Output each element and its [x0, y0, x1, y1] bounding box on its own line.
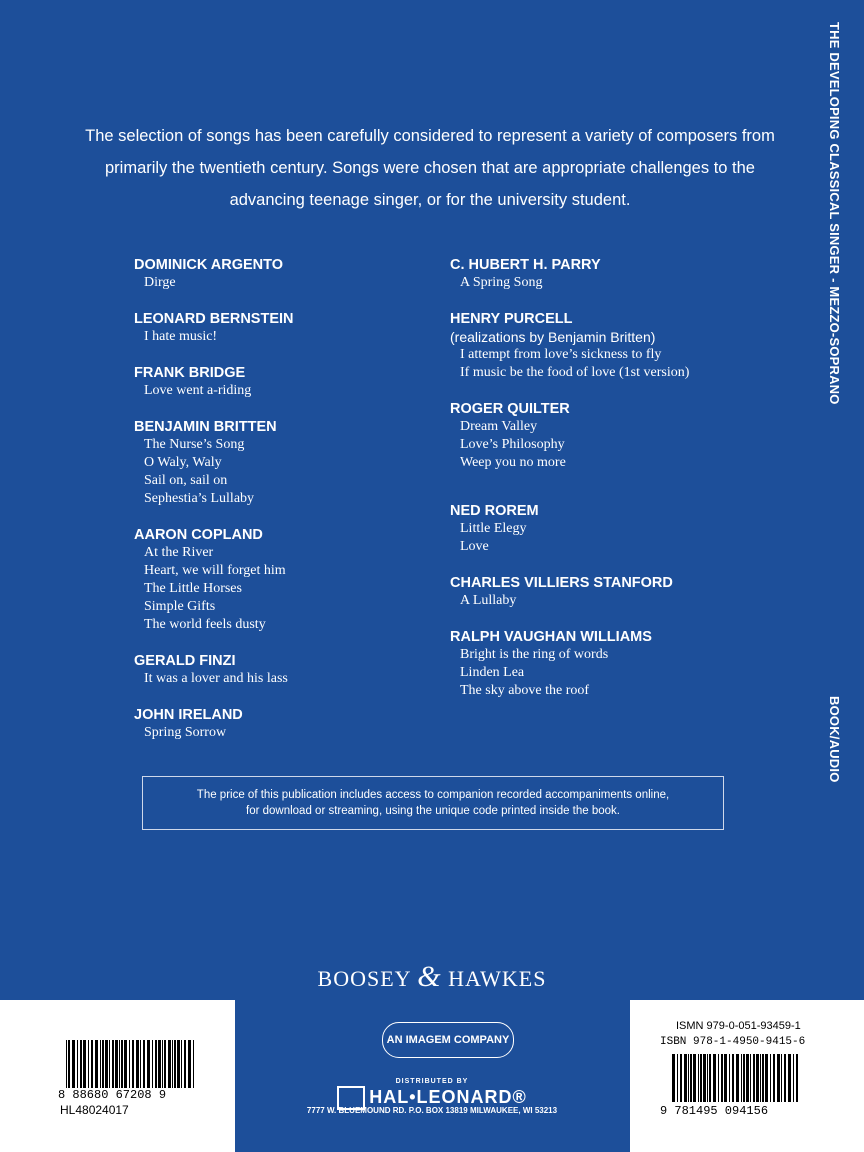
publisher-right: HAWKES — [448, 966, 547, 991]
song-title: I hate music! — [144, 329, 218, 344]
isbn-label: ISBN 978-1-4950-9415-6 — [660, 1036, 806, 1048]
song-title: Love — [460, 539, 489, 554]
ean-number: 9 781495 094156 — [660, 1104, 769, 1118]
composer-group — [134, 418, 474, 508]
upc-number: 8 88680 67208 9 — [58, 1088, 167, 1102]
song-title: Little Elegy — [460, 521, 527, 536]
spine-format: BOOK/AUDIO — [827, 696, 842, 783]
composer-group — [450, 628, 790, 700]
song-title: A Lullaby — [460, 593, 517, 608]
composer-group — [134, 364, 474, 400]
composer-name: CHARLES VILLIERS STANFORD — [450, 575, 673, 591]
composer-name: C. HUBERT H. PARRY — [450, 257, 601, 273]
composer-name: NED ROREM — [450, 503, 539, 519]
composer-name: BENJAMIN BRITTEN — [134, 419, 277, 435]
publisher-amp: & — [417, 960, 442, 993]
publisher-logo — [0, 960, 864, 994]
spine-title: THE DEVELOPING CLASSICAL SINGER - MEZZO-SOPRANO — [827, 22, 842, 405]
composer-name: GERALD FINZI — [134, 653, 236, 669]
composer-name: DOMINICK ARGENTO — [134, 257, 284, 273]
composer-group — [134, 706, 474, 742]
song-title: O Waly, Waly — [144, 455, 222, 470]
distributor-address: 7777 W. BLUEMOUND RD. P.O. BOX 13819 MILWAUKEE, WI 53213 — [306, 1106, 558, 1115]
composer-name: JOHN IRELAND — [134, 707, 243, 723]
hal-leonard-text: HAL•LEONARD® — [369, 1086, 527, 1107]
song-title: Simple Gifts — [144, 599, 216, 614]
song-title: It was a lover and his lass — [144, 671, 288, 686]
ismn-label: ISMN 979-0-051-93459-1 — [676, 1020, 801, 1032]
composer-group — [134, 526, 474, 634]
hl-code: HL48024017 — [60, 1103, 129, 1117]
distributed-by: DISTRIBUTED BY — [395, 1078, 469, 1085]
song-title: Heart, we will forget him — [144, 563, 286, 578]
song-title: Sephestia’s Lullaby — [144, 491, 255, 506]
composer-group — [134, 256, 474, 292]
notice-line-2: for download or streaming, using the unique code printed inside the book. — [246, 805, 620, 817]
song-title: Dirge — [144, 275, 176, 290]
intro-paragraph: The selection of songs has been carefully considered to represent a variety of composers from primarily the twentieth century. Songs were chosen that are appropriate challenges to the advancing teenage singer, or for the university student. — [85, 127, 775, 209]
composer-group — [450, 256, 790, 292]
song-title: Linden Lea — [460, 665, 525, 680]
song-title: Sail on, sail on — [144, 473, 228, 488]
song-title: A Spring Song — [460, 275, 543, 290]
song-title: Love went a-riding — [144, 383, 252, 398]
composer-name: AARON COPLAND — [134, 527, 263, 543]
price-label: U.S. $16.99 — [60, 1020, 124, 1034]
song-title: I attempt from love’s sickness to fly — [460, 347, 662, 362]
song-title: At the River — [144, 545, 214, 560]
publisher-left: BOOSEY — [317, 966, 411, 991]
composer-name: FRANK BRIDGE — [134, 365, 246, 381]
composer-name: HENRY PURCELL — [450, 311, 573, 327]
composer-group — [450, 574, 790, 610]
song-title: Dream Valley — [460, 419, 538, 434]
song-title: Bright is the ring of words — [460, 647, 609, 662]
right-song-list — [450, 256, 790, 718]
composer-name: ROGER QUILTER — [450, 401, 570, 417]
song-title: If music be the food of love (1st version) — [460, 365, 690, 380]
composer-group — [450, 310, 790, 382]
composer-group — [450, 400, 790, 472]
composer-name: RALPH VAUGHAN WILLIAMS — [450, 629, 652, 645]
notice-line-1: The price of this publication includes access to companion recorded accompaniments online, — [196, 789, 670, 801]
song-title: The world feels dusty — [144, 617, 266, 632]
composer-note: (realizations by Benjamin Britten) — [450, 329, 656, 345]
song-title: Weep you no more — [460, 455, 566, 470]
song-title: The Little Horses — [144, 581, 242, 596]
composer-group — [134, 310, 474, 346]
song-title: The sky above the roof — [460, 683, 590, 698]
audio-notice — [142, 776, 724, 830]
imagem-logo: AN IMAGEM COMPANY — [382, 1022, 514, 1058]
song-title: Spring Sorrow — [144, 725, 227, 740]
composer-group — [450, 502, 790, 556]
song-title: The Nurse’s Song — [144, 437, 245, 452]
composer-group — [134, 652, 474, 688]
left-song-list — [134, 256, 474, 760]
composer-name: LEONARD BERNSTEIN — [134, 311, 294, 327]
song-title: Love’s Philosophy — [460, 437, 565, 452]
